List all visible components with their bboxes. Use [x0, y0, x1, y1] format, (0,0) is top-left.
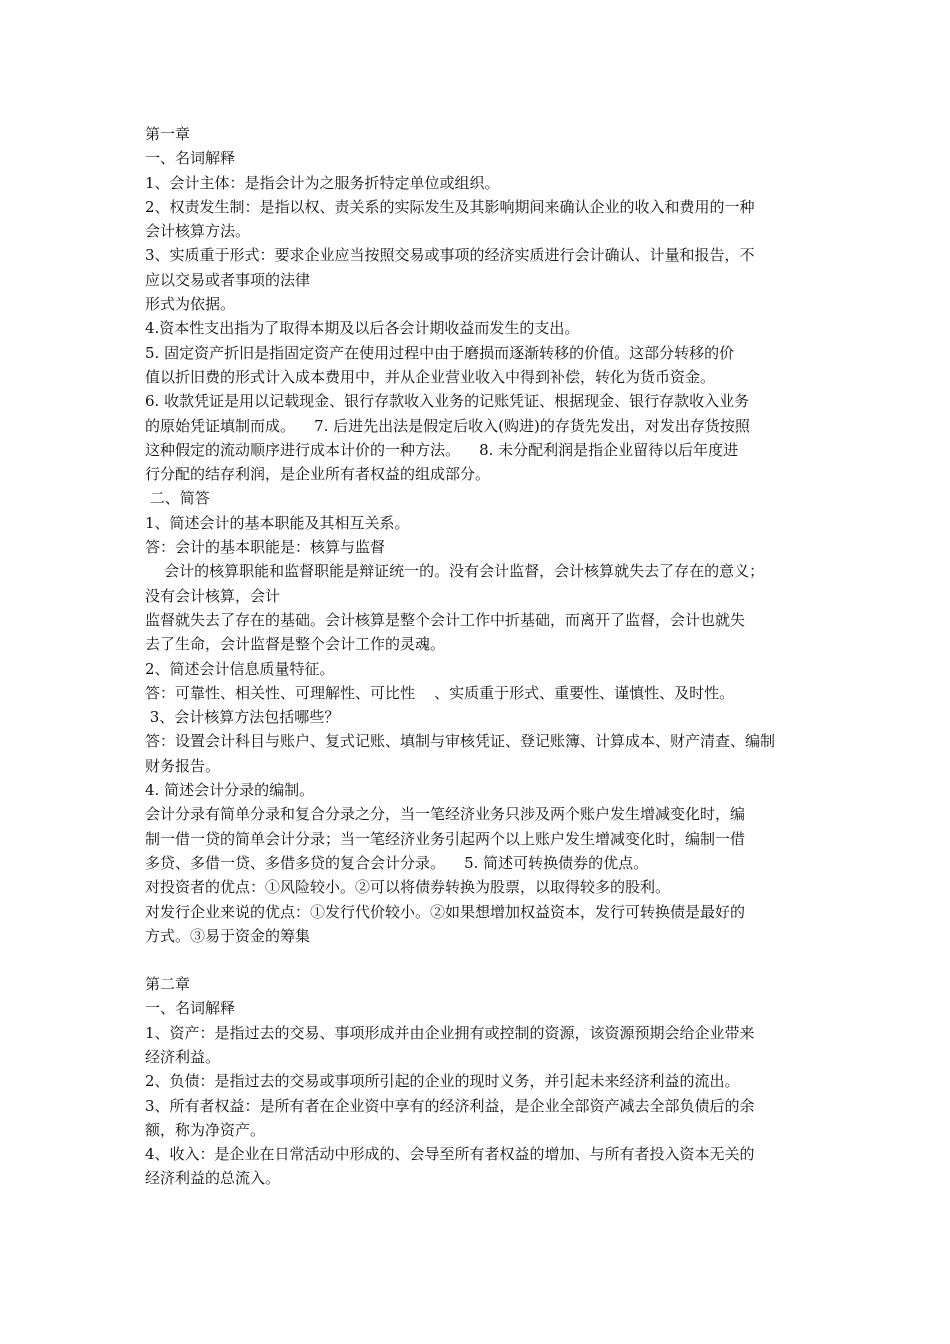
text-line: 4.资本性支出指为了取得本期及以后各会计期收益而发生的支出。 [145, 319, 580, 338]
answer-line: 答：设置会计科目与账户、复式记账、填制与审核凭证、登记账簿、计算成本、财产清查、编制 [145, 732, 776, 751]
text-line: 会计核算方法。 [145, 222, 251, 241]
text-line: 制一借一贷的简单会计分录；当一笔经济业务引起两个以上账户发生增减变化时，编制一借 [145, 829, 746, 848]
question-line: 3、会计核算方法包括哪些？ [145, 708, 340, 727]
text-line: 经济利益的总流入。 [145, 1169, 281, 1188]
answer-line: 答：可靠性、相关性、可理解性、可比性 、实质重于形式、重要性、谨慎性、及时性。 [145, 683, 735, 702]
text-line: 方式。③易于资金的筹集 [145, 926, 311, 945]
text-line: 2、负债：是指过去的交易或事项所引起的企业的现时义务，并引起未来经济利益的流出。 [145, 1072, 740, 1091]
text-line: 对发行企业来说的优点：①发行代价较小。②如果想增加权益资本，发行可转换债是最好的 [145, 902, 746, 921]
text-line: 值以折旧费的形式计入成本费用中，并从企业营业收入中得到补偿，转化为货币资金。 [145, 367, 716, 386]
text-line: 会计的核算职能和监督职能是辩证统一的。没有会计监督，会计核算就失去了存在的意义； [145, 562, 765, 581]
text-line: 额，称为净资产。 [145, 1120, 266, 1139]
chapter-1-heading: 第一章 [145, 125, 191, 143]
question-line: 1、简述会计的基本职能及其相互关系。 [145, 513, 410, 532]
text-line: 对投资者的优点：①风险较小。②可以将债券转换为股票，以取得较多的股利。 [145, 878, 671, 897]
text-line: 监督就失去了存在的基础。会计核算是整个会计工作中折基础，而离开了监督，会计也就失 [145, 610, 746, 629]
text-line: 1、会计主体：是指会计为之服务折特定单位或组织。 [145, 173, 500, 192]
question-line: 2、简述会计信息质量特征。 [145, 659, 335, 678]
text-line: 3、所有者权益：是所有者在企业资中享有的经济利益，是企业全部资产减去全部负债后的余 [145, 1096, 755, 1115]
section-heading-terms: 一、名词解释 [145, 999, 236, 1018]
text-line: 2、权责发生制：是指以权、责关系的实际发生及其影响期间来确认企业的收入和费用的一种 [145, 197, 755, 216]
answer-line: 答：会计的基本职能是：核算与监督 [145, 538, 386, 557]
section-heading-short-answer: 二、简答 [145, 489, 210, 508]
text-line: 1、资产：是指过去的交易、事项形成并由企业拥有或控制的资源，该资源预期会给企业带来 [145, 1023, 755, 1042]
chapter-2-heading: 第二章 [145, 975, 191, 994]
text-line: 多贷、多借一贷、多借多贷的复合会计分录。 5. 简述可转换债券的优点。 [145, 853, 649, 872]
text-line: 5. 固定资产折旧是指固定资产在使用过程中由于磨损而逐渐转移的价值。这部分转移的价 [145, 343, 735, 362]
text-line: 3、实质重于形式：要求企业应当按照交易或事项的经济实质进行会计确认、计量和报告，不 [145, 246, 755, 265]
section-heading-terms: 一、名词解释 [145, 149, 236, 168]
text-line: 6. 收款凭证是用以记载现金、银行存款收入业务的记账凭证、根据现金、银行存款收入业务 [145, 392, 750, 411]
text-line: 会计分录有简单分录和复合分录之分，当一笔经济业务只涉及两个账户发生增减变化时，编 [145, 805, 746, 824]
text-line: 的原始凭证填制而成。 7. 后进先出法是假定后收入(购进)的存货先发出，对发出存货按照 [145, 416, 750, 435]
text-line: 行分配的结存利润，是企业所有者权益的组成部分。 [145, 465, 491, 484]
text-line: 没有会计核算，会计 [145, 586, 281, 605]
text-line: 形式为依据。 [145, 295, 236, 314]
text-line: 财务报告。 [145, 756, 221, 775]
question-line: 4. 简述会计分录的编制。 [145, 781, 315, 800]
text-line: 应以交易或者事项的法律 [145, 270, 311, 289]
text-line: 4、收入：是企业在日常活动中形成的、会导至所有者权益的增加、与所有者投入资本无关的 [145, 1145, 755, 1164]
text-line: 这种假定的流动顺序进行成本计价的一种方法。 8. 未分配利润是指企业留待以后年度进 [145, 440, 739, 459]
text-line: 经济利益。 [145, 1047, 221, 1066]
text-line: 去了生命，会计监督是整个会计工作的灵魂。 [145, 635, 446, 654]
blank-line [145, 948, 817, 972]
document-page [145, 122, 817, 1191]
